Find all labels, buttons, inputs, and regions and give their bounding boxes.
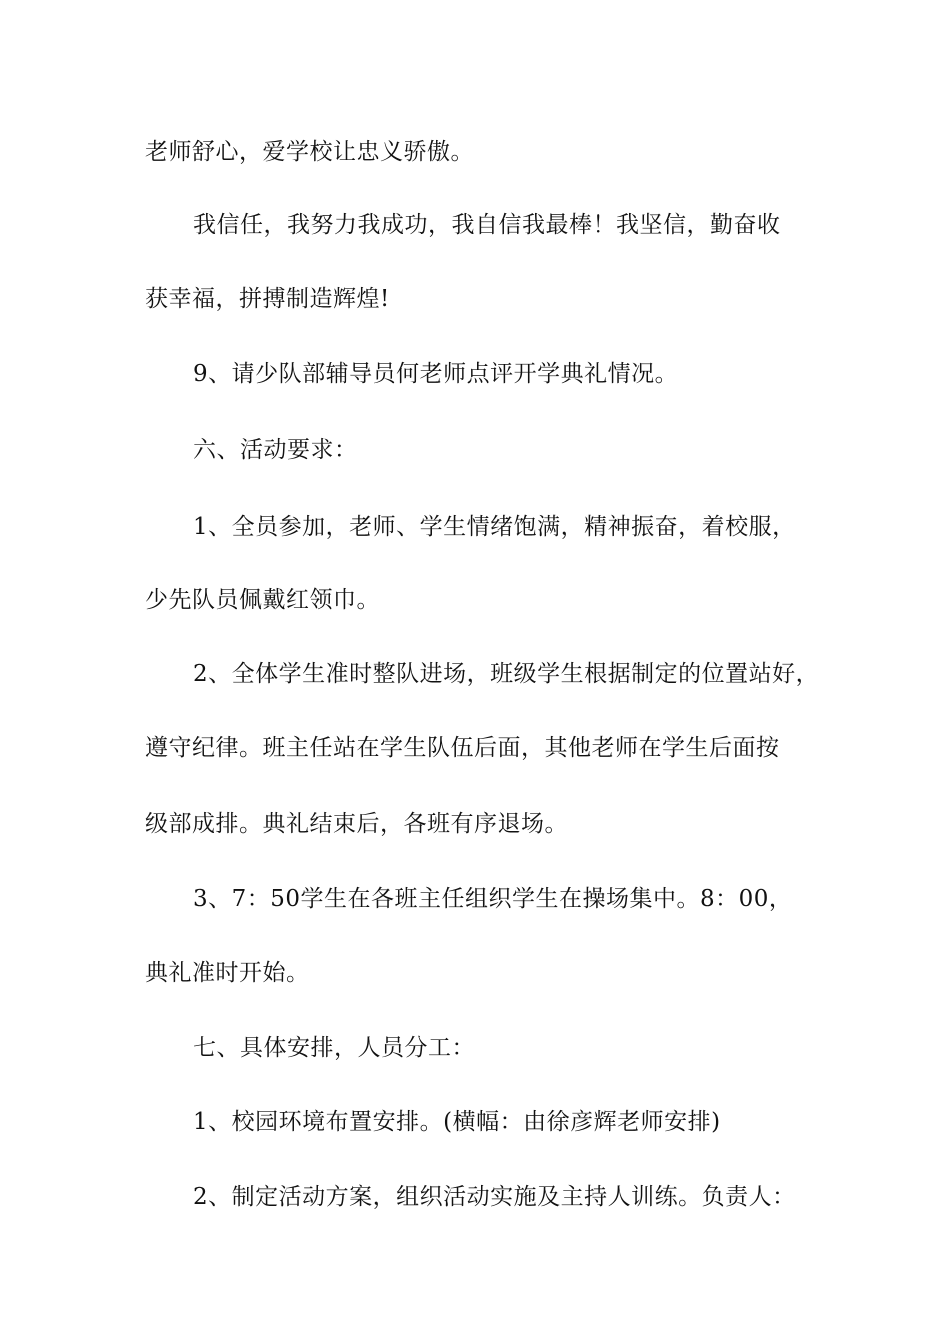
- section-heading: 七、具体安排，人员分工：: [193, 1035, 475, 1061]
- text-line: 2、全体学生准时整队进场，班级学生根据制定的位置站好，: [193, 661, 820, 687]
- text-line: 典礼准时开始。: [145, 960, 310, 986]
- text-line: 3、7：50学生在各班主任组织学生在操场集中。8：00，: [193, 886, 793, 912]
- text-line: 2、制定活动方案，组织活动实施及主持人训练。负责人：: [193, 1184, 796, 1210]
- text-line: 级部成排。典礼结束后，各班有序退场。: [145, 811, 568, 837]
- text-line: 老师舒心，爱学校让忠义骄傲。: [145, 139, 474, 165]
- text-line: 1、全员参加，老师、学生情绪饱满，精神振奋，着校服，: [193, 514, 796, 540]
- text-line: 获幸福，拼搏制造辉煌!: [145, 286, 390, 312]
- section-heading: 六、活动要求：: [193, 437, 358, 463]
- text-line: 1、校园环境布置安排。(横幅：由徐彦辉老师安排): [193, 1109, 721, 1135]
- text-line: 少先队员佩戴红领巾。: [145, 587, 380, 613]
- text-line: 遵守纪律。班主任站在学生队伍后面，其他老师在学生后面按: [145, 735, 780, 761]
- text-line: 我信任，我努力我成功，我自信我最棒！我坚信，勤奋收: [193, 212, 781, 238]
- text-line: 9、请少队部辅导员何老师点评开学典礼情况。: [193, 361, 679, 387]
